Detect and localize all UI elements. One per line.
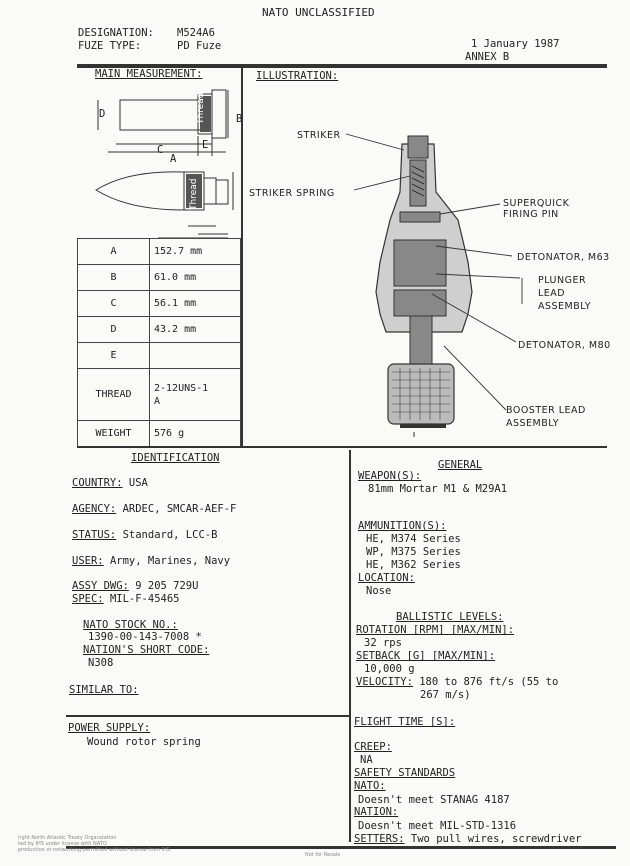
table-row xyxy=(78,265,241,291)
flight-time-label: FLIGHT TIME [S]: xyxy=(354,716,456,728)
ammo-item: WP, M375 Series xyxy=(366,546,461,558)
safety-label: SAFETY STANDARDS xyxy=(354,767,456,779)
classification-banner: NATO UNCLASSIFIED xyxy=(262,6,375,19)
drawing-label-e: E xyxy=(202,139,209,151)
spec-row xyxy=(72,593,179,606)
location-value: Nose xyxy=(366,585,392,597)
measure-key: B xyxy=(78,265,150,291)
agency-value: ARDEC, SMCAR-AEF-F xyxy=(122,503,237,515)
measure-value: 2-12UNS-1 A xyxy=(150,369,241,421)
ammo-item: HE, M362 Series xyxy=(366,559,461,571)
drawing-thread-top: Thread xyxy=(196,92,206,124)
table-row xyxy=(78,421,241,447)
fuze-type-value: PD Fuze xyxy=(177,40,222,52)
measure-key: THREAD xyxy=(78,369,150,421)
setters-label: SETTERS: xyxy=(354,833,405,845)
stock-label: NATO STOCK NO.: xyxy=(83,619,178,631)
stock-value: 1390-00-143-7008 * xyxy=(88,631,202,643)
callout-superquick: SUPERQUICK xyxy=(503,198,570,209)
measure-key: E xyxy=(78,343,150,369)
measure-key: WEIGHT xyxy=(78,421,150,447)
power-label: POWER SUPPLY: xyxy=(68,722,151,734)
similar-label: SIMILAR TO: xyxy=(69,684,139,696)
weapons-value: 81mm Mortar M1 & M29A1 xyxy=(368,483,508,495)
nation-value: Doesn't meet MIL-STD-1316 xyxy=(358,820,517,832)
copyright-line: ted by IHS under license with NATO xyxy=(18,841,107,847)
measure-value: 61.0 mm xyxy=(150,265,241,291)
callout-detonator-m80: DETONATOR, M80 xyxy=(518,340,611,351)
velocity-label: VELOCITY: xyxy=(356,676,413,688)
agency-label: AGENCY: xyxy=(72,503,117,515)
spec-label: SPEC: xyxy=(72,593,104,605)
drawing-label-b: B xyxy=(236,113,243,125)
document-date: 1 January 1987 xyxy=(471,38,560,50)
measure-key: A xyxy=(78,239,150,265)
drawing-label-a: A xyxy=(170,153,177,165)
status-label: STATUS: xyxy=(72,529,117,541)
power-value: Wound rotor spring xyxy=(87,736,201,748)
user-value: Army, Marines, Navy xyxy=(109,555,231,567)
callout-plunger-lead: LEAD xyxy=(538,288,566,299)
callout-striker: STRIKER xyxy=(297,130,341,141)
rotation-value: 32 rps xyxy=(364,637,402,649)
callout-firing-pin: FIRING PIN xyxy=(503,209,559,220)
velocity-value-cont: 267 m/s) xyxy=(420,689,471,701)
agency-row xyxy=(72,503,236,516)
not-for-resale: Not for Resale xyxy=(305,852,341,858)
main-measurement-title: MAIN MEASUREMENT: xyxy=(95,68,203,80)
measure-key: D xyxy=(78,317,150,343)
nato-label: NATO: xyxy=(354,780,386,792)
callout-plunger-assembly: ASSEMBLY xyxy=(538,301,592,312)
bottom-divider-vertical xyxy=(349,450,351,842)
drawing-label-c: C xyxy=(157,144,164,156)
setback-label: SETBACK [G] [MAX/MIN]: xyxy=(356,650,496,662)
creep-value: NA xyxy=(360,754,373,766)
creep-label: CREEP: xyxy=(354,741,392,753)
power-rule xyxy=(66,715,349,717)
table-row xyxy=(78,369,241,421)
location-label: LOCATION: xyxy=(358,572,415,584)
measure-value: 43.2 mm xyxy=(150,317,241,343)
fuze-type-label: FUZE TYPE: xyxy=(78,40,142,52)
designation-value: M524A6 xyxy=(177,27,215,39)
status-row xyxy=(72,529,217,542)
callout-booster-assembly: ASSEMBLY xyxy=(506,418,560,429)
measure-value: 152.7 mm xyxy=(150,239,241,265)
callout-plunger: PLUNGER xyxy=(538,275,587,286)
measurement-table xyxy=(77,238,241,447)
velocity-row xyxy=(356,676,558,689)
mid-rule xyxy=(77,446,607,448)
user-row xyxy=(72,555,230,568)
illustration-title: ILLUSTRATION: xyxy=(256,70,339,82)
callout-striker-spring: STRIKER SPRING xyxy=(249,188,335,199)
table-row xyxy=(78,291,241,317)
short-code-value: N308 xyxy=(88,657,114,669)
nation-label: NATION: xyxy=(354,806,399,818)
identification-title: IDENTIFICATION xyxy=(131,452,220,464)
table-row xyxy=(78,317,241,343)
designation-label: DESIGNATION: xyxy=(78,27,154,39)
rotation-label: ROTATION [RPM] [MAX/MIN]: xyxy=(356,624,515,636)
callout-detonator-m63: DETONATOR, M63 xyxy=(517,252,610,263)
assy-value: 9 205 729U xyxy=(135,580,199,592)
measure-value: 576 g xyxy=(150,421,241,447)
spec-value: MIL-F-45465 xyxy=(109,593,180,605)
country-label: COUNTRY: xyxy=(72,477,123,489)
assy-label: ASSY DWG: xyxy=(72,580,129,592)
ballistic-title: BALLISTIC LEVELS: xyxy=(396,611,504,623)
country-value: USA xyxy=(128,477,148,489)
short-code-label: NATION'S SHORT CODE: xyxy=(83,644,210,656)
status-value: Standard, LCC-B xyxy=(122,529,218,541)
general-title: GENERAL xyxy=(438,459,483,471)
measure-key: C xyxy=(78,291,150,317)
user-label: USER: xyxy=(72,555,104,567)
table-row xyxy=(78,239,241,265)
table-row xyxy=(78,343,241,369)
nato-value: Doesn't meet STANAG 4187 xyxy=(358,794,510,806)
drawing-label-d: D xyxy=(99,108,106,120)
copyright-line: right North Atlantic Treaty Organization xyxy=(18,835,117,841)
weapons-label: WEAPON(S): xyxy=(358,470,422,482)
setback-value: 10,000 g xyxy=(364,663,415,675)
copyright-line: production or networking permitted without license from IHS xyxy=(18,847,171,853)
country-row xyxy=(72,477,148,490)
measure-value xyxy=(150,343,241,369)
measure-value: 56.1 mm xyxy=(150,291,241,317)
callout-leaders xyxy=(340,128,540,438)
annex-label: ANNEX B xyxy=(465,51,510,63)
setters-row xyxy=(354,833,582,846)
ammo-label: AMMUNITION(S): xyxy=(358,520,447,532)
measurement-drawing xyxy=(88,86,243,238)
velocity-value: 180 to 876 ft/s (55 to xyxy=(419,676,559,688)
assy-row xyxy=(72,580,198,593)
ammo-item: HE, M374 Series xyxy=(366,533,461,545)
drawing-thread-bottom: Thread xyxy=(189,178,199,210)
callout-booster-lead: BOOSTER LEAD xyxy=(506,405,586,416)
setters-value: Two pull wires, screwdriver xyxy=(410,833,582,845)
